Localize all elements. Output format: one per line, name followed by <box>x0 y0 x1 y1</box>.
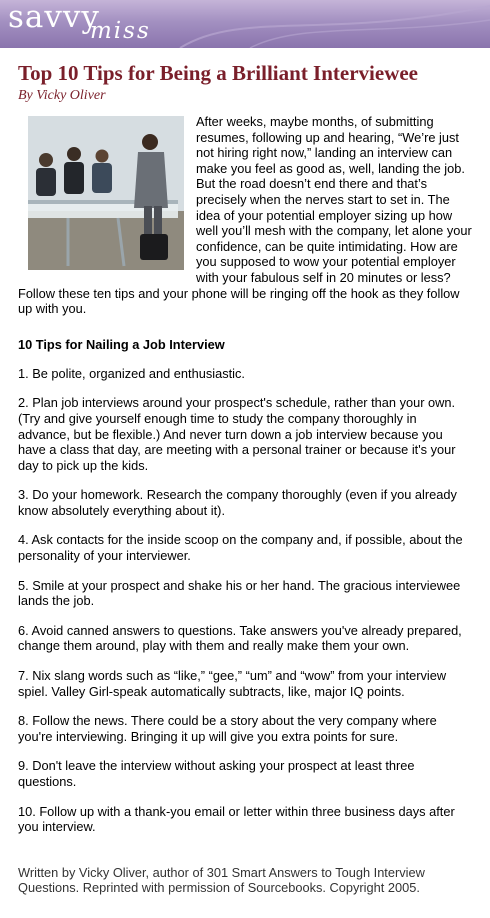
article-title: Top 10 Tips for Being a Brilliant Interviewee <box>18 61 419 85</box>
site-logo[interactable]: savvy <box>8 0 100 35</box>
article <box>0 60 490 896</box>
list-item: 4. Ask contacts for the inside scoop on the company and, if possible, about the personality of your interviewer. <box>18 532 463 564</box>
section-heading: 10 Tips for Nailing a Job Interview <box>18 336 225 352</box>
intro-text: After weeks, maybe months, of submitting resumes, following up and hearing, “We’re just not hiring right now,” landing an interview can make you feel as good as, well, landing the job. But the road doesn’t end there and that’s precisely when the nerves start to set in. The idea of your potential employer sizing up how well you’ll mesh with the company, let alone your confidence, can be quite intimidating. How are you supposed to wow your potential employer with your fabulous self in 20 minutes or less? Follow these ten tips and your phone will be ringing off the hook as they follow up with you. <box>18 114 472 317</box>
list-item: 3. Do your homework. Research the company thoroughly (even if you already know absolutely everything about it). <box>18 487 457 518</box>
tips-list <box>18 366 472 835</box>
list-item: 2. Plan job interviews around your prospect's schedule, rather than your own. (Try and give yourself enough time to study the company thoroughly in advance, but be flexible.) And never turn down a job interview because you have a class that day, are meeting with a personal trainer or because it's your day to pick up the kids. <box>18 395 456 473</box>
site-logo-script[interactable]: miss <box>90 18 151 44</box>
list-item: 7. Nix slang words such as “like,” “gee,” “um” and “wow” from your interview spiel. Valley Girl-speak automatically subtracts, like, major IQ points. <box>18 668 447 699</box>
list-item: 9. Don't leave the interview without asking your prospect at least three questions. <box>18 758 415 789</box>
list-item: 10. Follow up with a thank-you email or letter within three business days after you interview. <box>18 803 455 835</box>
list-item: 5. Smile at your prospect and shake his or her hand. The gracious interviewee lands the job. <box>18 577 461 609</box>
article-byline: By Vicky Oliver <box>18 88 106 103</box>
list-item: 8. Follow the news. There could be a story about the very company where you're interviewing. Bringing it up will give you extra points for sure. <box>18 713 437 744</box>
article-intro <box>18 114 472 317</box>
list-item: 6. Avoid canned answers to questions. Take answers you've already prepared, change them around, play with them and really make them your own. <box>18 622 462 654</box>
list-item: 1. Be polite, organized and enthusiastic. <box>18 365 245 381</box>
article-footer: Written by Vicky Oliver, author of 301 Smart Answers to Tough Interview Questions. Reprinted with permission of Sourcebooks. Copyright 2005. <box>18 864 425 896</box>
site-header <box>0 0 490 48</box>
interview-photo <box>28 116 184 270</box>
